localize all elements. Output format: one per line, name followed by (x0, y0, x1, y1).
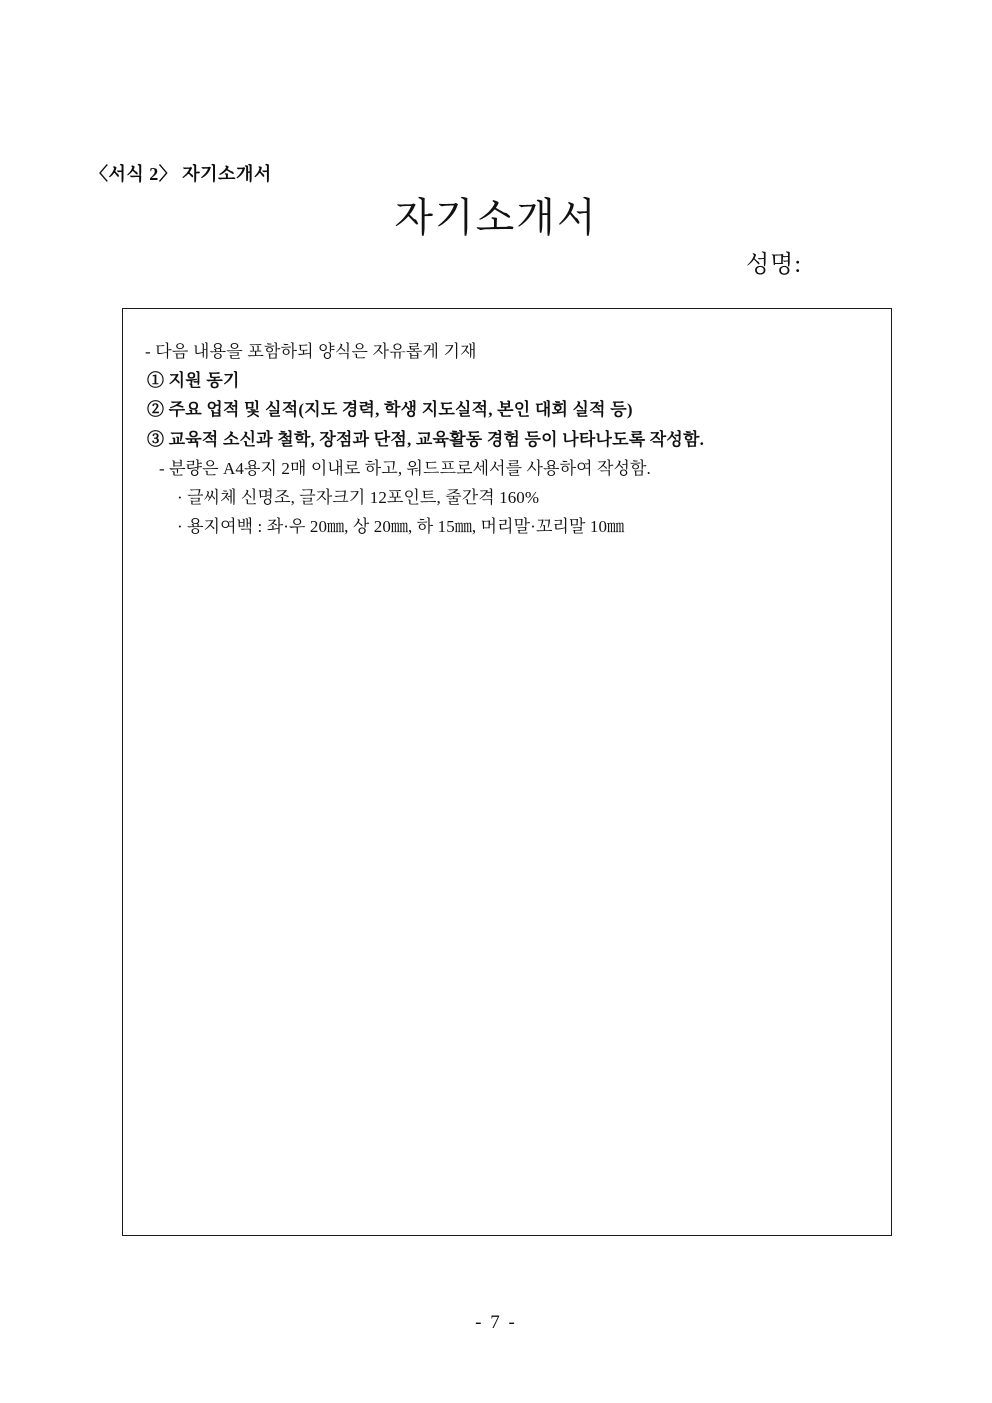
list-item: · 용지여백 : 좌·우 20㎜, 상 20㎜, 하 15㎜, 머리말·꼬리말 10㎜ (177, 517, 625, 537)
list-item: ① 지원 동기 (147, 371, 240, 391)
list-item: ③ 교육적 소신과 철학, 장점과 단점, 교육활동 경험 등이 나타나도록 작성함. (147, 429, 705, 449)
list-item: - 다음 내용을 포함하되 양식은 자유롭게 기재 (145, 342, 477, 361)
list-item: ② 주요 업적 및 실적(지도 경력, 학생 지도실적, 본인 대회 실적 등) (147, 400, 633, 420)
name-field-label: 성명: (745, 252, 802, 278)
list-item: - 분량은 A4용지 2매 이내로 하고, 워드프로세서를 사용하여 작성함. (159, 458, 651, 478)
content-box (122, 308, 892, 1236)
list-item: · 글씨체 신명조, 글자크기 12포인트, 줄간격 160% (177, 488, 540, 508)
form-tag-label: 〈서식 2〉 자기소개서 (90, 164, 272, 184)
page-number: - 7 - (475, 1312, 517, 1333)
instructions-list (137, 337, 877, 542)
page-title: 자기소개서 (394, 195, 598, 240)
